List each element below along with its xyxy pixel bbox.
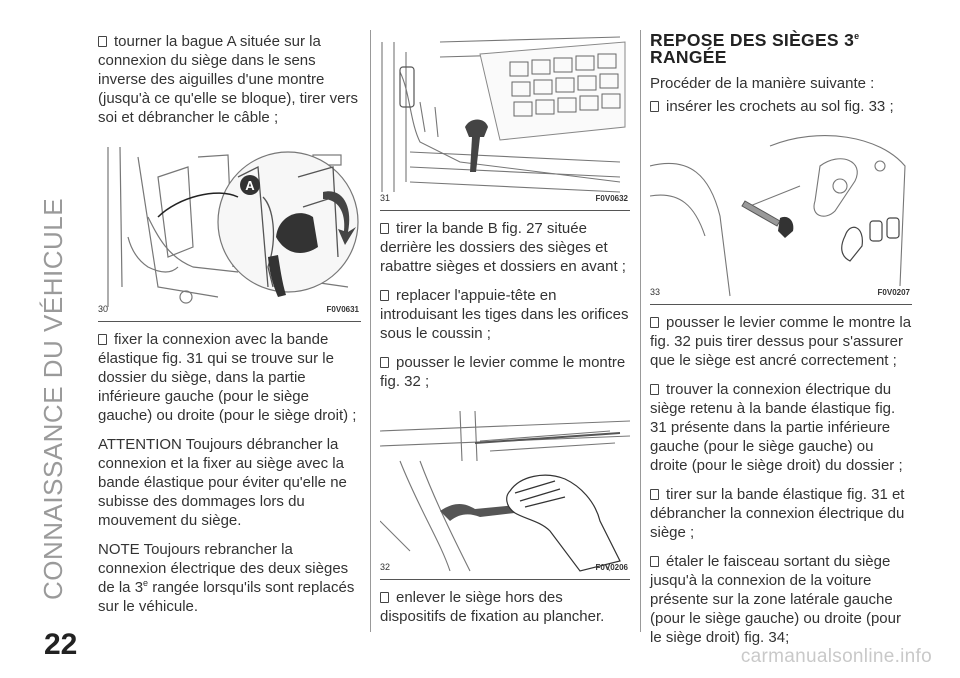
page-number: 22: [44, 628, 78, 661]
paragraph: fixer la connexion avec la bande élastique fig. 31 qui se trouve sur le dossier du siège, dans la partie inférieure gauche (pour le siège gauche) ou droite (pour le siège droit) ;: [98, 331, 357, 424]
checkbox-bullet-icon: [380, 290, 389, 301]
paragraph: tirer sur la bande élastique fig. 31 et débrancher la connexion électrique du siège ;: [650, 486, 905, 541]
figure-number: 31: [380, 193, 391, 203]
figure-32: [380, 401, 630, 580]
paragraph: tourner la bague A située sur la connexion du siège dans le sens inverse des aiguilles d'une montre (jusqu'à ce qu'elle se bloque), tirer vers soi et débrancher le câble ;: [98, 33, 359, 126]
checkbox-bullet-icon: [380, 592, 389, 603]
checkbox-bullet-icon: [650, 317, 659, 328]
paragraph: étaler le faisceau sortant du siège jusqu'à la connexion de la voiture présente sur la zone latérale gauche (pour le siège gauche) ou droite (pour le siège droit) fig. 34;: [650, 553, 901, 646]
lever-push-illustration: [380, 401, 630, 579]
paragraph: replacer l'appuie-tête en introduisant les tiges dans les orifices sous le coussin ;: [380, 287, 629, 342]
paragraph: enlever le siège hors des dispositifs de fixation au plancher.: [380, 589, 605, 625]
seat-connector-illustration: [98, 137, 361, 321]
figure-31: [380, 32, 630, 211]
figure-30: [98, 137, 361, 322]
checkbox-bullet-icon: [98, 36, 107, 47]
checkbox-bullet-icon: [98, 334, 107, 345]
figure-code: F0V0631: [326, 305, 359, 314]
paragraph: pousser le levier comme le montre la fig. 32 puis tirer dessus pour s'assurer que le siège est ancré correctement ;: [650, 314, 912, 369]
seat-strap-illustration: [380, 32, 630, 210]
figure-number: 32: [380, 562, 391, 572]
watermark: carmanualsonline.info: [740, 646, 932, 667]
figure-33: [650, 126, 912, 305]
checkbox-bullet-icon: [380, 223, 389, 234]
paragraph-note: NOTE Toujours rebrancher la connexion électrique des deux sièges de la 3e rangée lorsqu'ils sont replacés sur le véhicule.: [98, 541, 355, 615]
paragraph: insérer les crochets au sol fig. 33 ;: [650, 97, 912, 116]
figure-number: 33: [650, 287, 661, 297]
figure-number: 30: [98, 304, 109, 314]
paragraph: pousser le levier comme le montre fig. 32 ;: [380, 354, 626, 390]
label-a: A: [245, 178, 255, 193]
checkbox-bullet-icon: [380, 357, 389, 368]
figure-code: F0V0632: [595, 194, 628, 203]
column-3: [650, 32, 912, 657]
checkbox-bullet-icon: [650, 556, 659, 567]
checkbox-bullet-icon: [650, 101, 659, 112]
paragraph-attention: ATTENTION Toujours débrancher la connexion et la fixer au siège avec la bande élastique pour éviter qu'elle ne subisse des dommages lors du mouvement du siège.: [98, 436, 347, 529]
figure-code: F0V0207: [877, 288, 910, 297]
column-divider: [640, 30, 641, 632]
column-divider: [370, 30, 371, 632]
floor-hook-illustration: [650, 126, 912, 304]
paragraph: trouver la connexion électrique du siège retenu à la bande élastique fig. 31 présente dans la partie inférieure gauche (pour le siège gauche) ou droite (pour le siège droit) du dossier ;: [650, 381, 903, 474]
section-heading: REPOSE DES SIÈGES 3e RANGÉE: [650, 30, 860, 67]
paragraph: tirer la bande B fig. 27 située derrière les dossiers des sièges et rabattre sièges et dossiers en avant ;: [380, 220, 626, 275]
section-title: CONNAISSANCE DU VÉHICULE: [38, 197, 68, 600]
checkbox-bullet-icon: [650, 384, 659, 395]
intro-text: Procéder de la manière suivante :: [650, 75, 875, 92]
column-2: [380, 32, 630, 636]
figure-code: F0V0206: [595, 563, 628, 572]
column-1: [98, 32, 361, 626]
checkbox-bullet-icon: [650, 489, 659, 500]
